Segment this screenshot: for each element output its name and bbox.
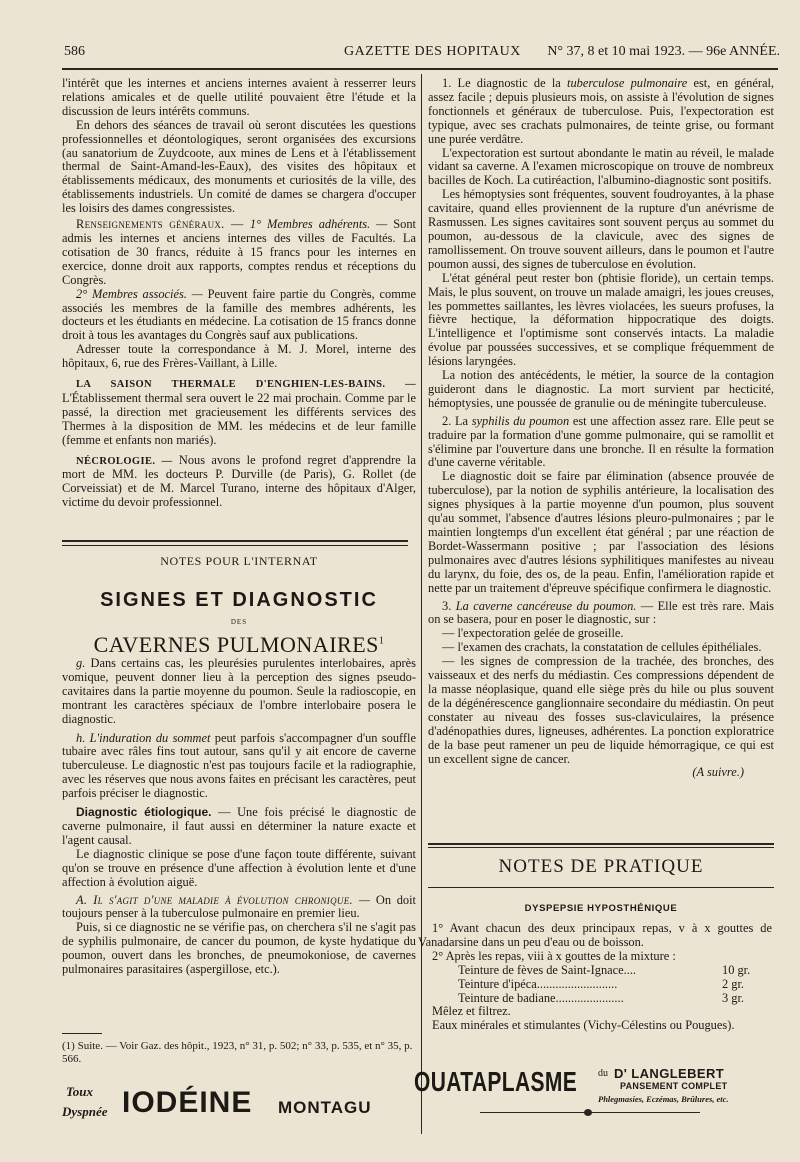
ad-montagu: MONTAGU xyxy=(278,1098,372,1117)
prescription-1: 1° Avant chacun des deux principaux repas, v à x gouttes de Vanadarsine dans un peu d'eau ou de boisson. xyxy=(418,921,772,949)
ad-ouataplasme: OUATAPLASME xyxy=(414,1066,578,1097)
paragraph: L'état général peut rester bon (phtisie floride), un certain temps. Mais, le plus souvent, on trouve un malade amaigri, les joues creuses, les pommettes saillantes, les lèvres violacées, les sueurs profuses, la fièvre hectique, la déformation hippocratique des doigts. L'intelligence et l'optimisme sont conservés intacts. La maladie évolue par poussées successives, et se complique fréquemment de lésions laryngées. xyxy=(428,270,774,369)
article-title: SIGNES ET DIAGNOSTIC xyxy=(100,589,378,611)
paragraph: Les hémoptysies sont fréquentes, souvent foudroyantes, à la phase cavitaire, quand elles proviennent de la rupture d'un anévrisme de Rasmussen. Les signes cavitaires sont souvent perçus au sommet du poumon, au-dessous de la clavicule, avec des signes de ramollissement. On trouve souvent ailleurs, dans le poumon et l'autre poumon aussi, des signes de tuberculose en évolution. xyxy=(428,187,774,271)
ouataplasme-ad xyxy=(414,1064,774,1114)
paragraph: Le diagnostic clinique se pose d'une façon toute différente, suivant qu'on se trouve en présence d'une affection à évolution lente et d'une affection à évolution aiguë. xyxy=(62,846,416,889)
footnote-rule xyxy=(62,1033,102,1034)
section-title: NOTES POUR L'INTERNAT xyxy=(160,554,318,568)
pratique-rule xyxy=(428,887,774,888)
paragraph: La notion des antécédents, le métier, la source de la contagion guideront dans le diagnostic. La mort survient par hecticité, hémoptysies, une poussée de granulie ou de méningite tuberculeuse. xyxy=(428,368,774,410)
paragraph: 2. La syphilis du poumon est une affection assez rare. Elle peut se traduire par la formation d'une gomme pulmonaire, qui se ramollit et s'élimine par l'ouverture dans une bronche. Il en résulte la formation d'une caverne véritable. xyxy=(428,413,775,470)
mixture-row: Teinture d'ipéca.......................... 2 gr. xyxy=(458,976,745,991)
page-header xyxy=(64,44,780,62)
mixture-row: Teinture de badiane...................... 3 gr. xyxy=(458,990,745,1005)
paragraph: Eaux minérales et stimulantes (Vichy-Célestins ou Pougues). xyxy=(432,1018,735,1033)
paragraph: 1. Le diagnostic de la tuberculose pulmonaire est, en général, assez facile ; depuis plusieurs mois, on assiste à l'évolution de signes fonctionnels et généraux de tuberculose. Puis, l'expectoration est typique, avec ses crachats pulmonaires, de teinte grise, ou formant une purée verdâtre. xyxy=(428,76,774,146)
diagnostic-etiologique: Diagnostic étiologique. — Une fois précisé le diagnostic de caverne pulmonaire, il faut aussi en déterminer la nature exacte et l'agent causal. xyxy=(62,805,416,847)
header-rule xyxy=(62,68,778,70)
ornament-dot xyxy=(584,1109,592,1116)
paragraph: 3. La caverne cancéreuse du poumon. — Elle est très rare. Mais on se basera, pour en poser le diagnostic, sur : xyxy=(428,598,775,627)
right-column-top xyxy=(428,77,774,780)
prescription-2: 2° Après les repas, viii à x gouttes de la mixture : xyxy=(432,948,676,963)
paragraph-h: h. L'induration du sommet peut parfois s'accompagner d'un souffle tubaire avec râles fins tout autour, sans qu'il y ait encore de caverne tuberculeuse. Le diagnostic n'est pas toujours facile et la radiographie, avec les réserves que nous avons faites en précisant les caractères, peut parfois préciser le diagnostic. xyxy=(62,730,416,801)
renseignements-paragraph: Renseignements généraux. — 1° Membres adhérents. — Sont admis les internes et anciens internes des villes de Facultés. La cotisation de 30 francs, réduite à 15 francs pour les internes en exercice, donne droit aux rapports, comptes rendus et réceptions du Congrès. xyxy=(62,217,416,287)
journal-title: GAZETTE DES HOPITAUX xyxy=(344,44,521,59)
section-rule xyxy=(62,545,408,546)
ad-indications: Phlegmasies, Eczémas, Brûlures, etc. xyxy=(598,1094,729,1104)
pratique-body xyxy=(418,922,772,1033)
mixture-row: Teinture de fèves de Saint-Ignace.... 10 gr. xyxy=(458,962,751,977)
paragraph: Puis, si ce diagnostic ne se vérifie pas, on cherchera s'il ne s'agit pas de syphilis pulmonaire, de cancer du poumon, de kyste hydatique du poumon, ouvert dans les bronches, de pneumokoniose, de cavernes pulmonaires parasitaires (aspergillose, etc.). xyxy=(62,920,416,977)
pratique-title: NOTES DE PRATIQUE xyxy=(498,856,704,877)
list-item: — l'examen des crachats, la constatation de cellules épithéliales. xyxy=(442,640,762,655)
ad-pansement: PANSEMENT COMPLET xyxy=(620,1081,728,1091)
paragraph: L'expectoration est surtout abondante le matin au réveil, le malade vidant sa caverne. A l'examen microscopique on trouve de nombreux bacilles de Koch. La cutiréaction, l'albumino-diagnostic sont positifs. xyxy=(428,145,774,188)
article-des: DES xyxy=(230,618,248,626)
paragraph-g: g. Dans certains cas, les pleurésies purulentes interlobaires, après vomique, peuvent donner lieu à la perception des signes pseudo-cavitaires dans la partie moyenne du poumon. Seule la radioscopie, en montrant les caractères spéciaux de l'ombre interlobaire posera le diagnostic. xyxy=(62,656,416,726)
necrologie-paragraph: NÉCROLOGIE. — Nous avons le profond regret d'apprendre la mort de MM. les docteurs P. Durville (de Paris), G. Rollet (de Corveissiat) et de M. Marcel Turano, interne des hôpitaux d'Alger, victime du devoir professionnel. xyxy=(62,452,416,510)
ad-iodeine: IODÉINE xyxy=(122,1086,253,1119)
ad-langlebert: D' LANGLEBERT xyxy=(614,1066,725,1081)
paragraph: Mêlez et filtrez. xyxy=(432,1004,511,1019)
left-column-top xyxy=(62,77,416,510)
ad-du: du xyxy=(598,1068,608,1079)
article-body-left xyxy=(62,657,416,977)
paragraph-a: A. Il s'agit d'une maladie à évolution chronique. — On doit toujours penser à la tuberculose pulmonaire en premier lieu. xyxy=(62,892,416,921)
a-suivre: (A suivre.) xyxy=(692,765,744,780)
footnote: (1) Suite. — Voir Gaz. des hôpit., 1923, n° 31, p. 502; n° 33, p. 535, et n° 35, p. 566. xyxy=(62,1040,413,1065)
iodeine-ad xyxy=(62,1078,416,1138)
ad-dyspnee: Dyspnée xyxy=(62,1104,108,1119)
saison-paragraph: LA SAISON THERMALE D'ENGHIEN-LES-BAINS. — L'Établissement thermal sera ouvert le 22 mai prochain. Comme par le passé, la direction met gracieusement les différents services des Thermes à la disposition de MM. les médecins et de leur famille (femme et enfants non mariés). xyxy=(62,379,416,447)
ad-toux: Toux xyxy=(66,1084,93,1099)
pratique-rule xyxy=(428,843,774,845)
list-item: — l'expectoration gelée de groseille. xyxy=(442,626,624,641)
paragraph: Le diagnostic doit se faire par élimination (absence prouvée de tuberculose), par la notion de syphilis antérieure, la localisation des signes physiques à la partie moyenne d'un poumon, plus souvent qu'au sommet, l'absence d'autres lésions pleuro-pulmonaires ; par le maintien longtemps d'un excellent état général ; par une réaction de Bordet-Wassermann positive ; par l'association des lésions pulmonaires avec d'autres lésions syphilitiques manifestes au niveau du larynx, du foie, des os, de la peau. Enfin, l'amélioration rapide et nette par un traitement d'épreuve spécifique confirmera le diagnostic. xyxy=(428,469,774,595)
paragraph: En dehors des séances de travail où seront discutées les questions professionnelles et déontologiques, seront organisées des excursions (au sanatorium de Zuydcoote, aux mines de Lens et à l'établissement thermal de Saint-Amand-les-Eaux), des visites des hôpitaux et établissements médicaux, des monuments et curiosités de la ville, des établissements industriels. Un comité de dames se chargera d'occuper les loisirs des dames congressistes. xyxy=(62,117,416,216)
pratique-rule xyxy=(428,847,774,848)
section-rule xyxy=(62,540,408,542)
article-subtitle: CAVERNES PULMONAIRES$^1$ xyxy=(93,632,385,657)
address-paragraph: Adresser toute la correspondance à M. J. Morel, interne des hôpitaux, 6, rue des Frères-Vaillant, à Lille. xyxy=(62,342,416,371)
pratique-subtitle: DYSPEPSIE HYPOSTHÉNIQUE xyxy=(524,903,678,914)
list-item: — les signes de compression de la trachée, des bronches, des vaisseaux et des nerfs du médiastin. Ces compressions dépendent de la masse néoplasique, quand elle siège près du hile ou plus souvent de la dégénérescence ganglionnaire secondaire du médiastin. On peut constater au niveau des fosses sus-claviculaires, la présence d'adénopathies dures, ligneuses, adhérentes. La ponction exploratrice de la base peut ramener un peu de liquide hémorragique, ce qui est un excellent signe de cancer. xyxy=(428,654,774,766)
membres-associes-paragraph: 2° Membres associés. — Peuvent faire partie du Congrès, comme associés les membres de la famille des membres adhérents, les docteurs et les étudiants en médecine. La cotisation de 15 francs donne droit à tous les avantages du Congrès sauf aux publications. xyxy=(62,286,416,343)
issue-info: N° 37, 8 et 10 mai 1923. — 96e ANNÉE. xyxy=(547,44,780,59)
paragraph: l'intérêt que les internes et anciens internes avaient à resserrer leurs relations amicales et de quelle utilité pouvaient être l'étude et la discussion de leurs intérêts communs. xyxy=(62,76,416,118)
page-number: 586 xyxy=(64,44,85,59)
